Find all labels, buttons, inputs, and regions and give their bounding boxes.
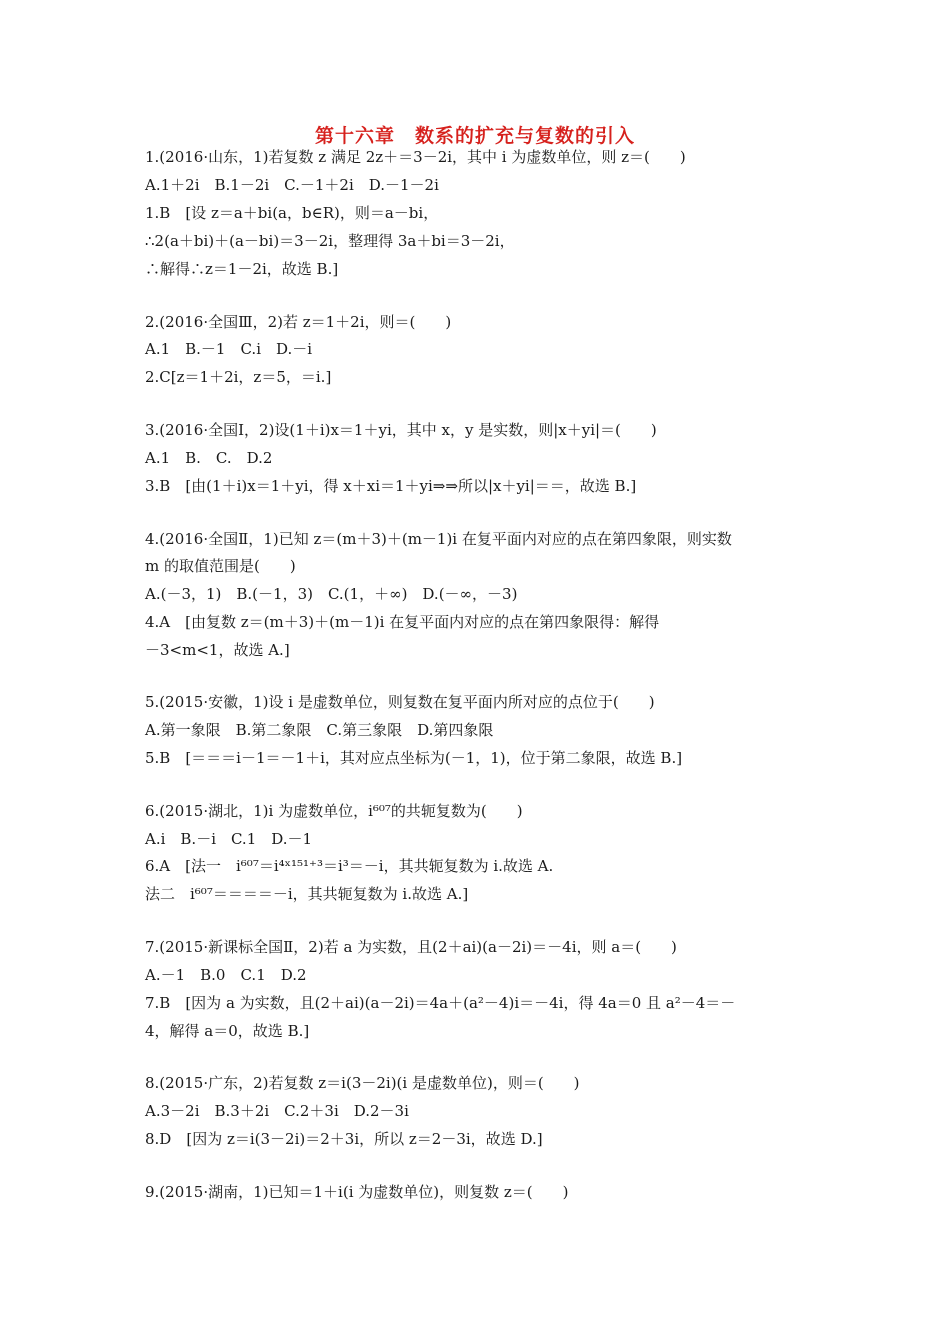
- q1-options: A.1＋2i B.1－2i C.－1＋2i D.－1－2i: [145, 176, 439, 194]
- q6-answer: 6.A [法一 i⁶⁰⁷＝i⁴ˣ¹⁵¹⁺³＝i³＝－i，其共轭复数为 i.故选 A.: [145, 857, 554, 875]
- q6-stem: 6.(2015·湖北，1)i 为虚数单位，i⁶⁰⁷的共轭复数为( ): [145, 802, 523, 820]
- q9-stem: 9.(2015·湖南，1)已知＝1＋i(i 为虚数单位)，则复数 z＝( ): [145, 1183, 569, 1201]
- chapter-title: 第十六章 数系的扩充与复数的引入: [314, 125, 635, 147]
- q4-stem: m 的取值范围是( ): [145, 557, 296, 575]
- q2-stem: 2.(2016·全国Ⅲ，2)若 z＝1＋2i，则＝( ): [145, 313, 452, 331]
- q5-options: A.第一象限 B.第二象限 C.第三象限 D.第四象限: [145, 721, 494, 739]
- q2-options: A.1 B.－1 C.i D.－i: [145, 340, 313, 358]
- q8-stem: 8.(2015·广东，2)若复数 z＝i(3－2i)(i 是虚数单位)，则＝( ): [145, 1074, 580, 1092]
- q5-stem: 5.(2015·安徽，1)设 i 是虚数单位，则复数在复平面内所对应的点位于( ): [145, 693, 655, 711]
- q2-answer: 2.C[z＝1＋2i，z＝5，＝i.]: [145, 368, 332, 386]
- q7-options: A.－1 B.0 C.1 D.2: [145, 966, 307, 984]
- q7-answer: 4，解得 a＝0，故选 B.]: [145, 1022, 310, 1040]
- q1-answer: ∴2(a＋bi)＋(a－bi)＝3－2i，整理得 3a＋bi＝3－2i，: [145, 232, 515, 250]
- q3-stem: 3.(2016·全国Ⅰ，2)设(1＋i)x＝1＋yi，其中 x，y 是实数，则|x＋yi|＝( ): [145, 421, 657, 439]
- q1-stem: 1.(2016·山东，1)若复数 z 满足 2z＋＝3－2i，其中 i 为虚数单位，则 z＝( ): [145, 148, 686, 166]
- q3-options: A.1 B. C. D.2: [145, 449, 273, 467]
- q3-answer: 3.B [由(1＋i)x＝1＋yi，得 x＋xi＝1＋yi⇒⇒所以|x＋yi|＝＝，故选 B.]: [145, 477, 637, 495]
- q5-answer: 5.B [＝＝＝i－1＝－1＋i，其对应点坐标为(－1，1)，位于第二象限，故选 B.]: [145, 749, 683, 767]
- q4-options: A.(－3，1) B.(－1，3) C.(1，＋∞) D.(－∞，－3): [145, 585, 518, 603]
- q7-answer: 7.B [因为 a 为实数，且(2＋ai)(a－2i)＝4a＋(a²－4)i＝－4i，得 4a＝0 且 a²－4＝－: [145, 994, 736, 1012]
- q6-answer: 法二 i⁶⁰⁷＝＝＝＝－i，其共轭复数为 i.故选 A.]: [145, 885, 469, 903]
- q1-answer: ∴解得∴z＝1－2i，故选 B.]: [145, 260, 339, 278]
- q8-answer: 8.D [因为 z＝i(3－2i)＝2＋3i，所以 z＝2－3i，故选 D.]: [145, 1130, 543, 1148]
- q7-stem: 7.(2015·新课标全国Ⅱ，2)若 a 为实数，且(2＋ai)(a－2i)＝－4i，则 a＝( ): [145, 938, 677, 956]
- q4-answer: －3<m<1，故选 A.]: [145, 641, 290, 659]
- q6-options: A.i B.－i C.1 D.－1: [145, 830, 313, 848]
- q1-answer: 1.B [设 z＝a＋bi(a，b∈R)，则＝a－bi，: [145, 204, 439, 222]
- q4-stem: 4.(2016·全国Ⅱ，1)已知 z＝(m＋3)＋(m－1)i 在复平面内对应的点在第四象限，则实数: [145, 530, 732, 548]
- q8-options: A.3－2i B.3＋2i C.2＋3i D.2－3i: [145, 1102, 409, 1120]
- q4-answer: 4.A [由复数 z＝(m＋3)＋(m－1)i 在复平面内对应的点在第四象限得：解得: [145, 613, 660, 631]
